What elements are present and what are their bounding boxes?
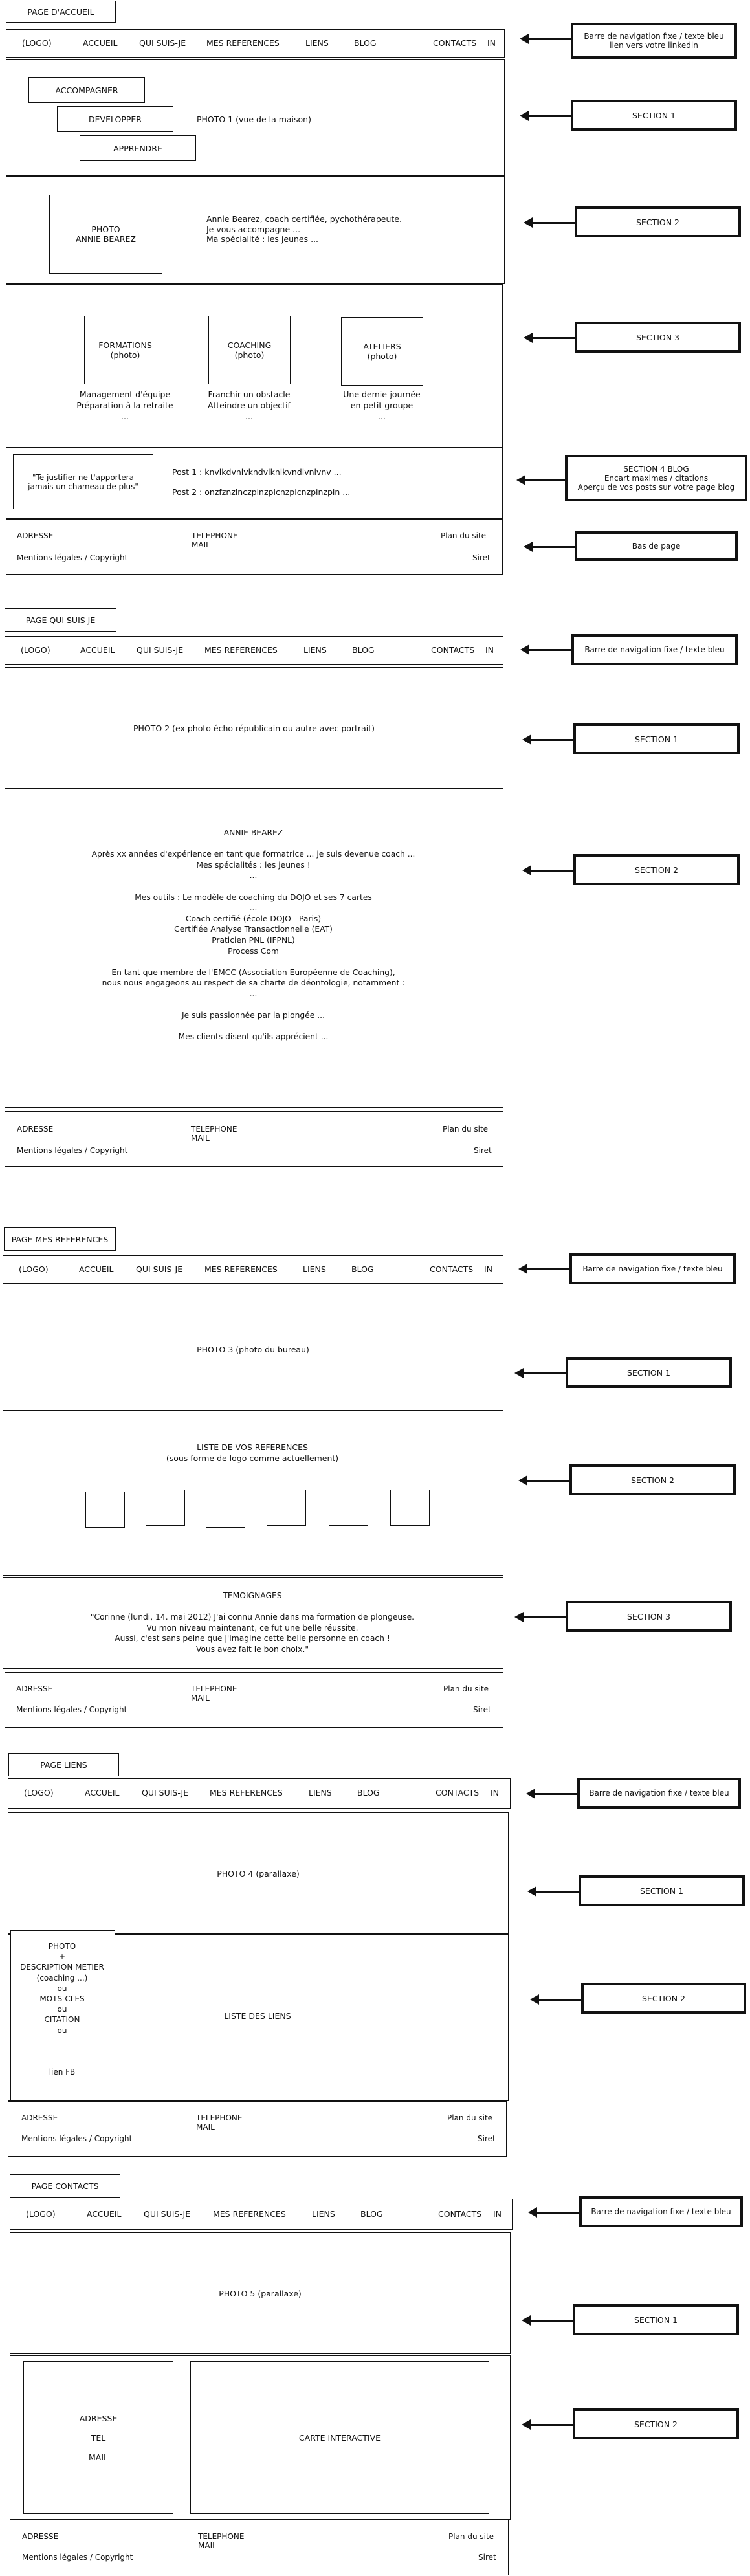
home-footer xyxy=(6,519,503,575)
about-navbar xyxy=(5,636,503,665)
nav-qui-suis-je[interactable]: QUI SUIS-JE xyxy=(142,1788,189,1798)
testimonials-text: TEMOIGNAGES "Corinne (lundi, 14. mai 2012) J'ai connu Annie dans ma formation de plongeuse. Vu mon niveau maintenant, ce fut une belle réussite. Aussi, c'est sans peine que j'imagine cette belle personne en coach ! Vous avez fait le bon choix." xyxy=(90,1591,415,1654)
footer-address: ADRESSE xyxy=(17,1125,54,1134)
references-footer xyxy=(5,1672,503,1728)
nav-mes-references[interactable]: MES REFERENCES xyxy=(204,645,278,655)
footer-mail: MAIL xyxy=(192,540,210,549)
nav-liens[interactable]: LIENS xyxy=(312,2209,335,2219)
nav-linkedin[interactable]: IN xyxy=(484,1264,493,1274)
footer-phone: TELEPHONE xyxy=(192,531,238,540)
annotation-references-section-2: SECTION 2 xyxy=(569,1464,736,1495)
annotation-references-section-3: SECTION 3 xyxy=(566,1601,732,1632)
arrow-home-s4 xyxy=(525,479,565,481)
footer-address: ADRESSE xyxy=(22,2532,59,2541)
arrow-nav-references xyxy=(527,1268,569,1270)
nav-liens[interactable]: LIENS xyxy=(303,1264,326,1274)
arrow-home-footer xyxy=(532,546,575,548)
photo-2-placeholder: PHOTO 2 (ex photo écho républicain ou autre avec portrait) xyxy=(133,723,375,733)
nav-linkedin[interactable]: IN xyxy=(485,645,494,655)
annotation-home-section-3: SECTION 3 xyxy=(575,322,741,353)
links-side-panel xyxy=(10,1930,115,2101)
home-section-1 xyxy=(6,59,505,176)
contact-info-box: ADRESSE TEL MAIL xyxy=(23,2361,173,2514)
footer-mail: MAIL xyxy=(198,2541,217,2550)
footer-siret: Siret xyxy=(473,1705,491,1714)
interactive-map[interactable]: CARTE INTERACTIVE xyxy=(190,2361,489,2514)
arrow-home-s2 xyxy=(532,222,575,224)
coaching-card[interactable]: COACHING (photo) xyxy=(208,316,291,384)
page-title-contacts: PAGE CONTACTS xyxy=(10,2174,120,2198)
annotation-contacts-section-2: SECTION 2 xyxy=(573,2408,739,2439)
footer-siret: Siret xyxy=(478,2134,496,2143)
nav-contacts[interactable]: CONTACTS xyxy=(438,2209,482,2219)
contacts-section-1 xyxy=(10,2232,511,2354)
nav-accueil[interactable]: ACCUEIL xyxy=(83,38,118,48)
photo-3-placeholder: PHOTO 3 (photo du bureau) xyxy=(197,1344,309,1354)
annotation-nav-links: Barre de navigation fixe / texte bleu xyxy=(577,1778,741,1809)
footer-sitemap[interactable]: Plan du site xyxy=(443,1125,489,1134)
page-title-home: PAGE D'ACCUEIL xyxy=(6,1,116,23)
nav-logo[interactable]: (LOGO) xyxy=(22,38,52,48)
nav-blog[interactable]: BLOG xyxy=(351,1264,374,1274)
footer-sitemap[interactable]: Plan du site xyxy=(441,531,487,540)
footer-address: ADRESSE xyxy=(21,2113,58,2122)
annotation-contacts-section-1: SECTION 1 xyxy=(573,2304,739,2335)
arrow-about-s1 xyxy=(531,739,573,741)
arrow-links-s1 xyxy=(536,1891,579,1893)
nav-mes-references[interactable]: MES REFERENCES xyxy=(206,38,280,48)
page-title-links: PAGE LIENS xyxy=(8,1753,119,1776)
developper-button[interactable]: DEVELOPPER xyxy=(57,106,173,132)
about-section-2 xyxy=(5,795,503,1108)
reference-logo-5[interactable] xyxy=(329,1490,368,1526)
nav-accueil[interactable]: ACCUEIL xyxy=(80,645,115,655)
footer-phone: TELEPHONE xyxy=(191,1684,237,1693)
annotation-nav-references: Barre de navigation fixe / texte bleu xyxy=(569,1253,736,1284)
arrow-links-s2 xyxy=(538,1999,581,2001)
nav-blog[interactable]: BLOG xyxy=(354,38,377,48)
arrow-nav-about xyxy=(529,649,571,651)
nav-blog[interactable]: BLOG xyxy=(357,1788,380,1798)
nav-linkedin[interactable]: IN xyxy=(491,1788,500,1798)
ateliers-caption: Une demie-journée en petit groupe ... xyxy=(343,390,421,421)
home-section-3 xyxy=(6,284,503,448)
footer-mail: MAIL xyxy=(191,1134,210,1143)
formations-card[interactable]: FORMATIONS (photo) xyxy=(84,316,166,384)
blog-post-1[interactable]: Post 1 : knvlkdvnlvkndvlknlkvndlvnlvnv ... xyxy=(172,467,342,477)
nav-liens[interactable]: LIENS xyxy=(305,38,329,48)
nav-linkedin[interactable]: IN xyxy=(487,38,496,48)
footer-siret: Siret xyxy=(478,2553,496,2562)
footer-legal[interactable]: Mentions légales / Copyright xyxy=(17,553,128,562)
photo-5-placeholder: PHOTO 5 (parallaxe) xyxy=(219,2288,302,2298)
annotation-links-section-2: SECTION 2 xyxy=(581,1983,746,2014)
links-section-1 xyxy=(8,1812,509,1934)
home-section-4-blog xyxy=(6,448,503,519)
photo-1-placeholder: PHOTO 1 (vue de la maison) xyxy=(197,115,311,124)
footer-legal[interactable]: Mentions légales / Copyright xyxy=(21,2134,133,2143)
nav-logo[interactable]: (LOGO) xyxy=(21,645,50,655)
arrow-home-s1 xyxy=(528,115,571,117)
page-title-references: PAGE MES REFERENCES xyxy=(4,1227,116,1251)
about-section-1 xyxy=(5,667,503,789)
coaching-caption: Franchir un obstacle Atteindre un objectif ... xyxy=(208,390,291,421)
nav-logo[interactable]: (LOGO) xyxy=(24,1788,54,1798)
blog-post-2[interactable]: Post 2 : onzfznzlnczpinzpicnzpicnzpinzpin ... xyxy=(172,487,351,497)
contacts-footer xyxy=(10,2520,509,2575)
contacts-section-2 xyxy=(10,2355,511,2520)
formations-caption: Management d'équipe Préparation à la retraite ... xyxy=(76,390,173,421)
nav-blog[interactable]: BLOG xyxy=(360,2209,383,2219)
quote-box: "Te justifier ne t'apportera jamais un chameau de plus" xyxy=(13,454,153,509)
references-section-3 xyxy=(3,1577,503,1669)
references-navbar xyxy=(3,1255,503,1284)
nav-contacts[interactable]: CONTACTS xyxy=(430,1264,474,1274)
footer-address: ADRESSE xyxy=(17,531,54,540)
nav-accueil[interactable]: ACCUEIL xyxy=(85,1788,120,1798)
nav-contacts[interactable]: CONTACTS xyxy=(436,1788,480,1798)
nav-contacts[interactable]: CONTACTS xyxy=(431,645,475,655)
annotation-nav-contacts: Barre de navigation fixe / texte bleu xyxy=(579,2196,743,2227)
references-section-1 xyxy=(3,1288,503,1411)
ateliers-card[interactable]: ATELIERS (photo) xyxy=(341,317,423,386)
nav-accueil[interactable]: ACCUEIL xyxy=(79,1264,114,1274)
home-intro-text: Annie Bearez, coach certifiée, pychothérapeute. Je vous accompagne ... Ma spécialité : les jeunes ... xyxy=(206,214,402,245)
contacts-navbar xyxy=(10,2199,513,2230)
nav-linkedin[interactable]: IN xyxy=(493,2209,502,2219)
nav-contacts[interactable]: CONTACTS xyxy=(433,38,477,48)
nav-qui-suis-je[interactable]: QUI SUIS-JE xyxy=(144,2209,191,2219)
reference-logo-6[interactable] xyxy=(390,1490,430,1526)
footer-phone: TELEPHONE xyxy=(191,1125,237,1134)
arrow-references-s2 xyxy=(527,1480,569,1482)
reference-logo-3[interactable] xyxy=(206,1492,245,1528)
annotation-home-section-1: SECTION 1 xyxy=(571,100,737,131)
accompagner-button[interactable]: ACCOMPAGNER xyxy=(28,77,145,103)
nav-blog[interactable]: BLOG xyxy=(352,645,375,655)
page-title-about: PAGE QUI SUIS JE xyxy=(5,608,116,632)
annotation-nav-home: Barre de navigation fixe / texte bleu lien vers votre linkedin xyxy=(571,23,737,59)
footer-sitemap[interactable]: Plan du site xyxy=(443,1684,489,1693)
annotation-home-section-4: SECTION 4 BLOG Encart maximes / citations Aperçu de vos posts sur votre page blog xyxy=(565,455,747,501)
reference-logo-4[interactable] xyxy=(267,1490,306,1526)
links-list-title: LISTE DES LIENS xyxy=(224,2011,291,2021)
about-bio-text: ANNIE BEAREZ Après xx années d'expérience en tant que formatrice ... je suis devenue coach ... Mes spécialités : les jeunes ! ... Mes outils : Le modèle de coaching du DOJO et ses 7 cartes ... Coach certifié (école DOJO - Paris) Certifiée Analyse Transactionnelle (EAT) Praticien PNL (IFPNL) Process Com En tant que membre de l'EMCC (Association Européenne de Coaching), nous nous engageons au respect de sa charte de déontologie, notamment : ... Je suis passionnée par la plongée ... Mes clients disent qu'ils apprécient ... xyxy=(91,828,415,1042)
nav-liens[interactable]: LIENS xyxy=(303,645,327,655)
footer-phone: TELEPHONE xyxy=(196,2113,243,2122)
arrow-references-s1 xyxy=(523,1372,566,1374)
nav-logo[interactable]: (LOGO) xyxy=(26,2209,56,2219)
nav-accueil[interactable]: ACCUEIL xyxy=(87,2209,122,2219)
annotation-nav-about: Barre de navigation fixe / texte bleu xyxy=(571,634,738,665)
home-section-2 xyxy=(6,176,505,284)
footer-legal[interactable]: Mentions légales / Copyright xyxy=(16,1705,127,1714)
about-footer xyxy=(5,1111,503,1167)
photo-4-placeholder: PHOTO 4 (parallaxe) xyxy=(217,1868,300,1878)
links-navbar xyxy=(8,1778,511,1809)
arrow-about-s2 xyxy=(531,870,573,872)
footer-sitemap[interactable]: Plan du site xyxy=(447,2113,493,2122)
reference-logo-2[interactable] xyxy=(146,1490,185,1526)
annotation-links-section-1: SECTION 1 xyxy=(579,1875,745,1906)
footer-legal[interactable]: Mentions légales / Copyright xyxy=(22,2553,133,2562)
footer-siret: Siret xyxy=(472,553,491,562)
nav-liens[interactable]: LIENS xyxy=(309,1788,332,1798)
home-navbar xyxy=(6,29,505,58)
nav-mes-references[interactable]: MES REFERENCES xyxy=(213,2209,286,2219)
annotation-references-section-1: SECTION 1 xyxy=(566,1357,732,1388)
footer-phone: TELEPHONE xyxy=(198,2532,245,2541)
references-section-2 xyxy=(3,1411,503,1576)
nav-qui-suis-je[interactable]: QUI SUIS-JE xyxy=(136,1264,183,1274)
nav-qui-suis-je[interactable]: QUI SUIS-JE xyxy=(137,645,184,655)
apprendre-button[interactable]: APPRENDRE xyxy=(80,135,196,161)
arrow-references-s3 xyxy=(523,1616,566,1618)
annotation-about-section-2: SECTION 2 xyxy=(573,854,740,885)
arrow-home-s3 xyxy=(532,337,575,339)
nav-logo[interactable]: (LOGO) xyxy=(19,1264,49,1274)
arrow-nav-contacts xyxy=(536,2212,579,2214)
footer-address: ADRESSE xyxy=(16,1684,53,1693)
nav-qui-suis-je[interactable]: QUI SUIS-JE xyxy=(139,38,186,48)
footer-sitemap[interactable]: Plan du site xyxy=(448,2532,494,2541)
references-list-title: LISTE DE VOS REFERENCES (sous forme de logo comme actuellement) xyxy=(166,1442,339,1463)
annotation-home-section-2: SECTION 2 xyxy=(575,206,741,237)
links-footer xyxy=(8,2101,507,2157)
links-side-text: PHOTO + DESCRIPTION METIER (coaching ...) ou MOTS-CLES ou CITATION ou lien FB xyxy=(20,1942,104,2077)
annotation-about-section-1: SECTION 1 xyxy=(573,723,740,754)
footer-siret: Siret xyxy=(474,1146,492,1155)
arrow-contacts-s2 xyxy=(530,2424,573,2426)
footer-legal[interactable]: Mentions légales / Copyright xyxy=(17,1146,128,1155)
footer-mail: MAIL xyxy=(191,1693,210,1702)
arrow-contacts-s1 xyxy=(530,2320,573,2322)
arrow-nav-home xyxy=(528,38,571,40)
annotation-home-footer: Bas de page xyxy=(575,531,738,561)
nav-mes-references[interactable]: MES REFERENCES xyxy=(210,1788,283,1798)
photo-annie-bearez: PHOTO ANNIE BEAREZ xyxy=(49,195,162,274)
nav-mes-references[interactable]: MES REFERENCES xyxy=(204,1264,278,1274)
footer-mail: MAIL xyxy=(196,2122,215,2131)
reference-logo-1[interactable] xyxy=(85,1492,125,1528)
arrow-nav-links xyxy=(535,1793,577,1795)
